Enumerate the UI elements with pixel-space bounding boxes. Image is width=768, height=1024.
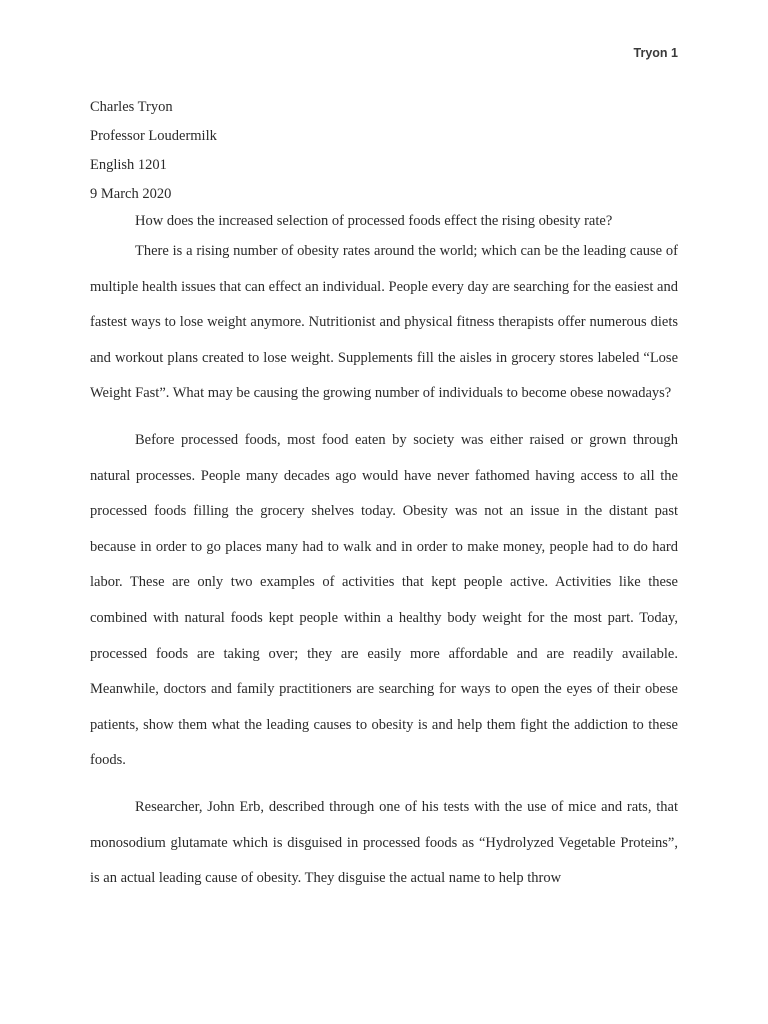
essay-body (90, 234, 678, 897)
mla-heading (90, 93, 678, 209)
paragraph-2: Before processed foods, most food eaten by society was either raised or grown through natural processes. People many decades ago would have never fathomed having access to all the processed foods filling the grocery shelves today. Obesity was not an issue in the distant past because in order to go places many had to walk and in order to make money, people had to do hard labor. These are only two examples of activities that kept people active. Activities like these combined with natural foods kept people within a healthy body weight for the most part. Today, processed foods are taking over; they are easily more affordable and are readily available. Meanwhile, doctors and family practitioners are searching for ways to open the eyes of their obese patients, show them what the leading causes to obesity is and help them fight the addiction to these foods. (90, 431, 678, 769)
paragraph-3: Researcher, John Erb, described through one of his tests with the use of mice and rats, that monosodium glutamate which is disguised in processed foods as “Hydrolyzed Vegetable Proteins”, is an actual leading cause of obesity. They disguise the actual name to help throw (90, 798, 678, 887)
author-name: Charles Tryon (90, 99, 173, 115)
date-line: 9 March 2020 (90, 186, 172, 202)
paragraph-1: There is a rising number of obesity rates around the world; which can be the leading cause of multiple health issues that can effect an individual. People every day are searching for the easiest and fastest ways to lose weight anymore. Nutritionist and physical fitness therapists offer numerous diets and workout plans created to lose weight. Supplements fill the aisles in grocery stores labeled “Lose Weight Fast”. What may be causing the growing number of individuals to become obese nowadays? (90, 243, 678, 402)
professor-name: Professor Loudermilk (90, 128, 217, 144)
course-name: English 1201 (90, 157, 167, 173)
running-header-page-number: Tryon 1 (633, 46, 678, 60)
essay-title: How does the increased selection of processed foods effect the rising obesity rate? (135, 213, 613, 229)
